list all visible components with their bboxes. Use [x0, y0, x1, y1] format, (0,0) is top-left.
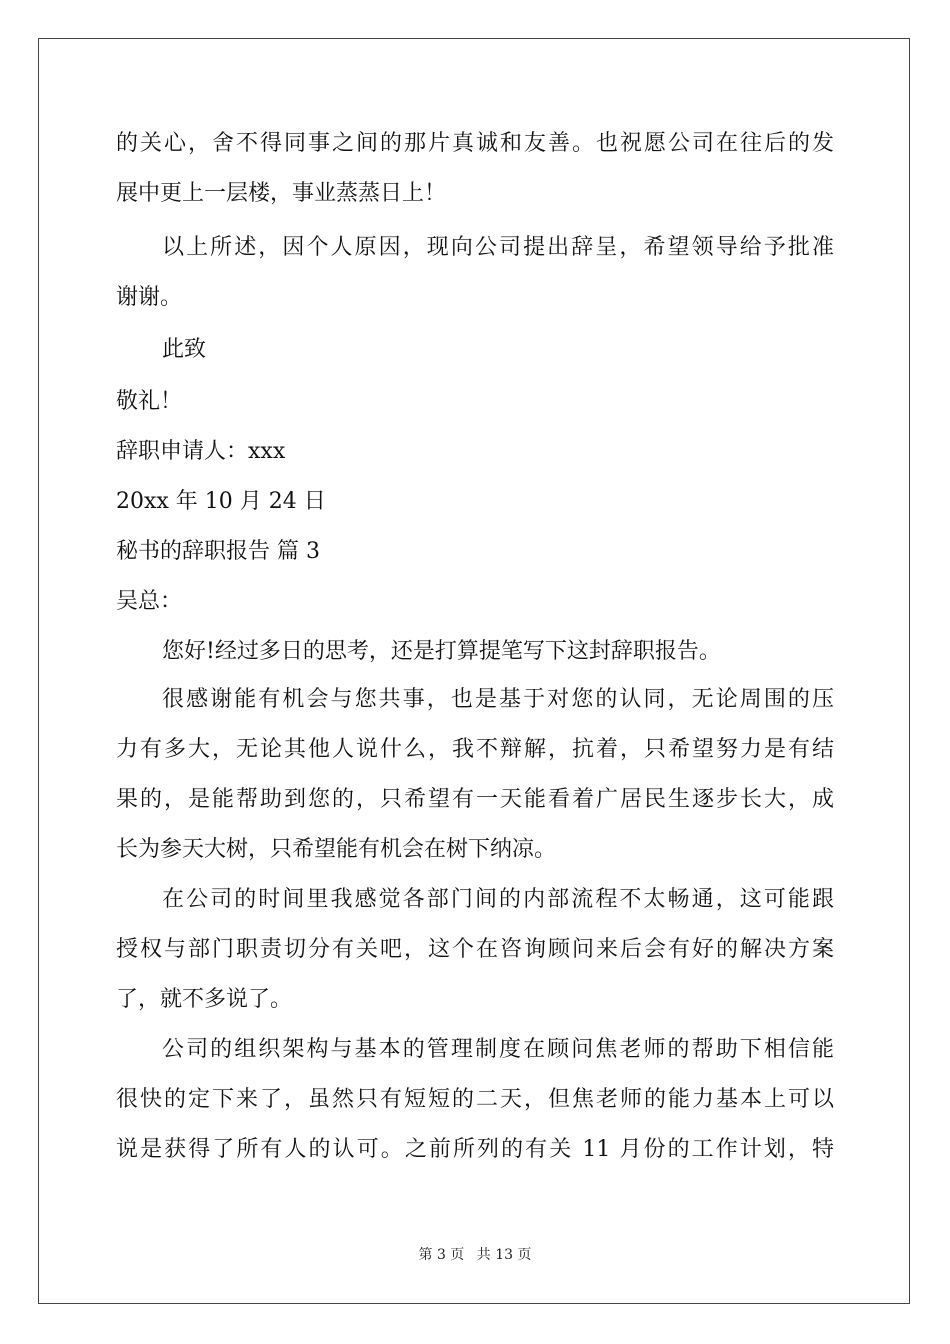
signature-line: 辞职申请人：xxx — [116, 439, 286, 464]
text-line: 公司的组织架构与基本的管理制度在顾问焦老师的帮助下相信能 — [162, 1037, 834, 1062]
closing-line: 此致 — [162, 337, 207, 362]
text-line: 您好!经过多日的思考，还是打算提笔写下这封辞职报告。 — [162, 639, 721, 664]
text-line: 力有多大，无论其他人说什么，我不辩解，抗着，只希望努力是有结 — [116, 737, 834, 762]
text-line: 在公司的时间里我感觉各部门间的内部流程不太畅通，这可能跟 — [162, 887, 834, 912]
date-line: 20xx 年 10 月 24 日 — [116, 489, 326, 514]
page-total: 共 13 页 — [476, 1247, 532, 1263]
salutation: 吴总： — [116, 589, 183, 614]
closing-line: 敬礼！ — [116, 389, 183, 414]
text-line: 以上所述，因个人原因，现向公司提出辞呈，希望领导给予批准 — [162, 235, 834, 260]
text-line: 了，就不多说了。 — [116, 987, 293, 1012]
text-line: 果的，是能帮助到您的，只希望有一天能看着广居民生逐步长大，成 — [116, 787, 834, 812]
text-line: 谢谢。 — [116, 285, 183, 310]
page-footer — [0, 1244, 950, 1264]
page-number: 第 3 页 — [418, 1247, 465, 1263]
text-line: 授权与部门职责切分有关吧，这个在咨询顾问来后会有好的解决方案 — [116, 937, 834, 962]
text-line: 展中更上一层楼，事业蒸蒸日上！ — [116, 181, 447, 206]
text-line: 的关心，舍不得同事之间的那片真诚和友善。也祝愿公司在往后的发 — [116, 131, 834, 156]
text-line: 说是获得了所有人的认可。之前所列的有关 11 月份的工作计划，特 — [116, 1137, 834, 1162]
section-title: 秘书的辞职报告 篇 3 — [116, 539, 320, 564]
text-line: 很感谢能有机会与您共事，也是基于对您的认同，无论周围的压 — [162, 687, 834, 712]
text-line: 很快的定下来了，虽然只有短短的二天，但焦老师的能力基本上可以 — [116, 1087, 834, 1112]
text-line: 长为参天大树，只希望能有机会在树下纳凉。 — [116, 837, 557, 862]
